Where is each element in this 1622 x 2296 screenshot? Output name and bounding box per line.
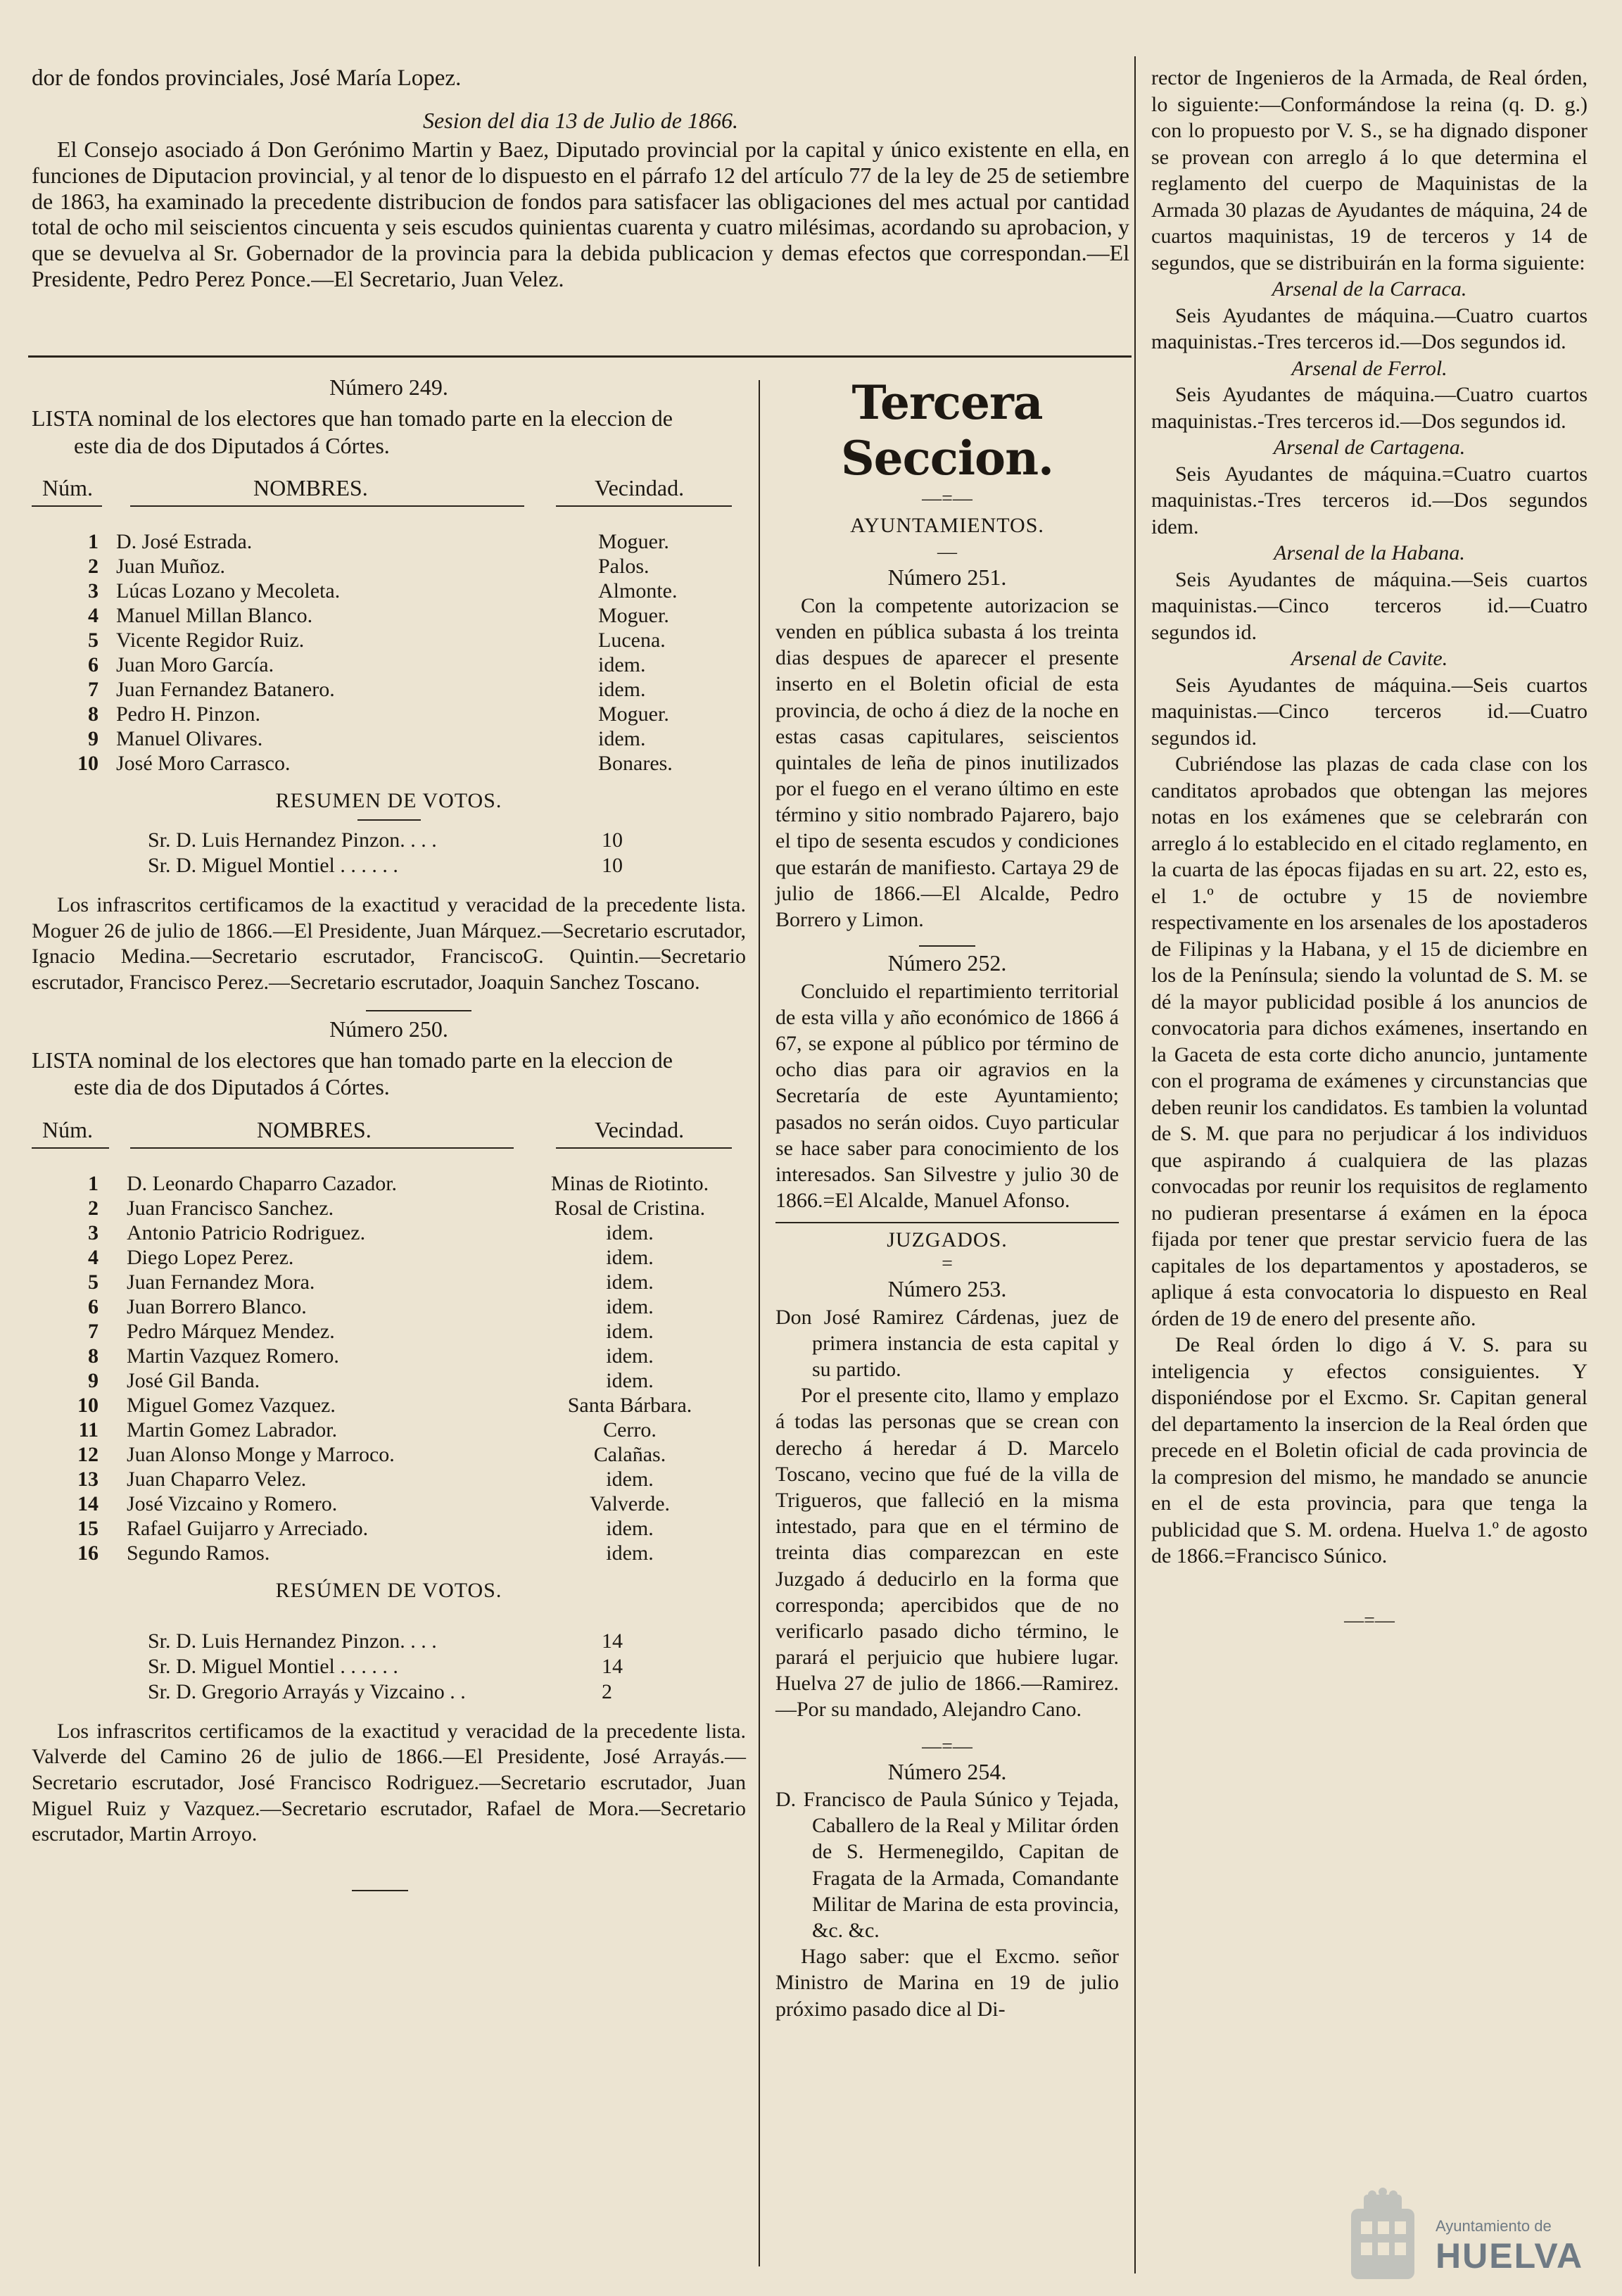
elector-row: [32, 1541, 746, 1565]
elector-vecindad: Almonte.: [598, 579, 678, 603]
elector-vecindad: idem.: [598, 653, 646, 677]
ornament-divider: —=—: [922, 1735, 972, 1758]
elector-vecindad: idem.: [598, 678, 646, 702]
elector-name: Rafael Guijarro y Arreciado.: [127, 1516, 369, 1540]
elector-row: [32, 1220, 746, 1245]
notice-254-heading: D. Francisco de Paula Súnico y Tejada, Caballero de la Real y Militar órden de S. Hermenegildo, Capitan de Fragata de la Armada, Comandante Militar de Marina de esta provincia, &c. &c.: [775, 1788, 1119, 1942]
vote-summary-249: [32, 828, 746, 878]
col-header-nombres: NOMBRES.: [253, 475, 368, 501]
elector-row: [32, 1442, 746, 1467]
elector-vecindad: Moguer.: [598, 604, 669, 628]
notice-number-250: Número 250.: [329, 1016, 448, 1042]
table-header-rules: [32, 1147, 746, 1152]
elector-number: 3: [88, 579, 99, 603]
notice-number-253: Número 253.: [887, 1276, 1007, 1302]
col-header-vecindad: Vecindad.: [595, 475, 685, 501]
elector-name: Antonio Patricio Rodriguez.: [127, 1220, 366, 1244]
short-rule: [366, 1010, 471, 1011]
column-divider-1: [759, 380, 760, 2266]
elector-name: Diego Lopez Perez.: [127, 1245, 294, 1269]
vote-row: [32, 853, 746, 878]
elector-name: Juan Alonso Monge y Marroco.: [127, 1442, 395, 1466]
elector-name: Juan Chaparro Velez.: [127, 1467, 307, 1491]
session-block: [32, 65, 1129, 292]
elector-number: 10: [77, 1393, 99, 1417]
elector-name: Pedro Márquez Mendez.: [127, 1319, 335, 1343]
elector-vecindad: Moguer.: [598, 530, 669, 554]
table-header-rules: [32, 505, 746, 510]
col-header-nombres: NOMBRES.: [257, 1116, 372, 1142]
third-section-column: [775, 370, 1119, 2022]
elector-name: Juan Fernandez Mora.: [127, 1270, 315, 1294]
vote-count: 10: [602, 854, 623, 878]
elector-vecindad: Rosal de Cristina.: [554, 1196, 706, 1220]
logo-label: Ayuntamiento de: [1436, 2217, 1552, 2235]
elector-row: [32, 726, 746, 751]
elector-vecindad: idem.: [606, 1294, 654, 1318]
certification-250: Los infrascritos certificamos de la exactitud y veracidad de la precedente lista. Valverde del Camino 26 de julio de 1866.—El Presidente, José Arrayás.—Secretario escrutador, José Francisco Rodriguez.—Secretario escrutador, Juan Miguel Ruiz y Vazquez.—Secretario escrutador, Rafael de Mora.—Secretario escrutador, Martin Arroyo.: [32, 1719, 746, 1846]
top-line: dor de fondos provinciales, José María Lopez.: [32, 65, 462, 91]
notice-253-text: Por el presente cito, llamo y emplazo á todas las personas que se crean con derecho á heredar á D. Marcelo Toscano, vecino que fué de la villa de Trigueros, que falleció en la misma intestado, para que en el término de treinta dias comparezcan en este Juzgado á deducirlo en la forma que corresponda; apercibidos que de no verificarlo pasado dicho término, le parará el perjuicio que hubiere lugar. Huelva 27 de julio de 1866.—Ramirez.—Por su mandado, Alejandro Cano.: [775, 1384, 1119, 1722]
subsection-juzgados: JUZGADOS.: [887, 1228, 1008, 1252]
elector-name: Lúcas Lozano y Mecoleta.: [116, 579, 341, 603]
elector-row: [32, 1393, 746, 1418]
ornament-divider: —=—: [922, 488, 972, 510]
elector-number: 1: [88, 1171, 99, 1195]
elector-name: Manuel Millan Blanco.: [116, 604, 313, 628]
elector-name: Juan Fernandez Batanero.: [116, 678, 335, 702]
elector-number: 5: [88, 1270, 99, 1294]
notice-253-heading: Don José Ramirez Cárdenas, juez de primera instancia de esta capital y su partido.: [775, 1305, 1119, 1382]
col-header-vecindad: Vecindad.: [595, 1116, 685, 1142]
notice-254-text: Hago saber: que el Excmo. señor Ministro de Marina en 19 de julio próximo pasado dice al Di-: [775, 1945, 1119, 2021]
vote-row: [32, 1654, 746, 1679]
subsection-ayuntamientos: AYUNTAMIENTOS.: [850, 514, 1044, 538]
elector-row: [32, 603, 746, 628]
notice-number-249: Número 249.: [329, 374, 448, 400]
section-rule: [775, 1222, 1119, 1223]
candidate-name: Sr. D. Gregorio Arrayás y Vizcaino . .: [148, 1679, 466, 1703]
elector-row: [32, 1171, 746, 1196]
vote-count: 10: [602, 828, 623, 852]
elector-vecindad: Palos.: [598, 555, 650, 579]
elector-vecindad: Valverde.: [589, 1491, 671, 1515]
arsenal-ferrol-title: Arsenal de Ferrol.: [1291, 356, 1447, 380]
col-header-num: Núm.: [42, 1116, 93, 1142]
notice-251-text: Con la competente autorizacion se venden en pública subasta á los treinta dias despues de aparecer el presente inserto en el Boletin oficial de esta provincia, de ocho á diez de la noche en estas casas capitulares, seiscientos quintales de leña de pinos inutilizados por el fuego en el verano último en este término y sitio nombrado Pajarero, bajo el tipo de sesenta escudos y condiciones que estarán de manifiesto. Cartaya 29 de julio de 1866.—El Alcalde, Pedro Borrero y Limon.: [775, 593, 1119, 932]
session-body: El Consejo asociado á Don Gerónimo Martin y Baez, Diputado provincial por la capital y único existente en ella, en funciones de Diputacion provincial, y al tenor de lo dispuesto en el párrafo 12 del artículo 77 de la ley de 25 de setiembre de 1863, ha examinado la precedente distribucion de fondos para satisfacer las obligaciones del mes actual por cantidad total de ocho mil seiscientos cincuenta y seis escudos quinientas cuarenta y cuatro milésimas, acordando su aprobacion, y que se devuelva al Sr. Gobernador de la provincia para la debida publicacion y demas efectos que correspondan.—El Presidente, Pedro Perez Ponce.—El Secretario, Juan Velez.: [32, 136, 1129, 291]
arsenal-carraca-text: Seis Ayudantes de máquina.—Cuatro cuartos maquinistas.-Tres terceros id.—Dos segundos id.: [1151, 303, 1588, 353]
elector-vecindad: idem.: [606, 1245, 654, 1269]
elector-name: Segundo Ramos.: [127, 1541, 270, 1565]
elector-vecindad: Minas de Riotinto.: [550, 1171, 709, 1195]
elector-list-249: [32, 529, 746, 776]
arsenal-habana-text: Seis Ayudantes de máquina.—Seis cuartos maquinistas.—Cinco terceros id.—Cuatro segundos id.: [1151, 567, 1588, 644]
short-rule: [919, 945, 975, 947]
elector-number: 8: [88, 702, 99, 726]
elector-name: Juan Moro García.: [116, 653, 274, 677]
vote-row: [32, 1679, 746, 1705]
elector-name: D. Leonardo Chaparro Cazador.: [127, 1171, 398, 1195]
candidate-name: Sr. D. Miguel Montiel . . . . . .: [148, 854, 398, 878]
notice-252-text: Concluido el repartimiento territorial de esta villa y año económico de 1866 á 67, se expone al público por término de ocho dias para oir agravios en la Secretaría de este Ayuntamiento; pasados no serán oidos. Cuyo particular se hace saber para conocimiento de los interesados. San Silvestre y julio 30 de 1866.=El Alcalde, Manuel Afonso.: [775, 979, 1119, 1213]
elector-number: 2: [88, 555, 99, 579]
vote-count: 14: [602, 1629, 623, 1653]
arsenal-cavite-title: Arsenal de Cavite.: [1291, 647, 1448, 670]
elector-row: [32, 1418, 746, 1442]
elector-row: [32, 1319, 746, 1344]
elector-row: [32, 1467, 746, 1491]
elector-vecindad: Moguer.: [598, 702, 669, 726]
elector-number: 14: [77, 1491, 99, 1515]
elector-name: José Moro Carrasco.: [116, 752, 291, 776]
elector-row: [32, 628, 746, 652]
elector-name: Juan Borrero Blanco.: [127, 1294, 307, 1318]
elector-name: Juan Muñoz.: [116, 555, 225, 579]
elector-number: 9: [88, 1368, 99, 1392]
ornament-divider: —: [937, 541, 957, 564]
royal-order-intro: rector de Ingenieros de la Armada, de Real órden, lo siguiente:—Conformándose la reina (q. D. g.) con lo propuesto por V. S., se ha dignado disponer se provean con arreglo á lo que determina el reglamento del cuerpo de Maquinistas de la Armada 30 plazas de Ayudantes de máquina, 24 de cuartos maquinistas, 19 de terceros y 14 de segundos, que se distribuirán en la forma siguiente:: [1151, 66, 1588, 275]
elector-row: [32, 554, 746, 579]
elector-vecindad: Lucena.: [598, 629, 666, 652]
resumen-title-249: RESUMEN DE VOTOS.: [275, 789, 502, 813]
elector-vecindad: idem.: [598, 727, 646, 751]
elector-row: [32, 702, 746, 726]
elector-name: Martin Gomez Labrador.: [127, 1418, 338, 1442]
elector-number: 10: [77, 752, 99, 776]
notice-number-251: Número 251.: [887, 564, 1007, 591]
arsenal-cartagena-text: Seis Ayudantes de máquina.=Cuatro cuartos maquinistas.-Tres terceros id.—Dos segundos idem.: [1151, 462, 1588, 538]
section-title: Tercera Seccion.: [840, 375, 1054, 486]
elector-vecindad: idem.: [606, 1220, 654, 1244]
elector-row: [32, 579, 746, 603]
elector-number: 12: [77, 1442, 99, 1466]
notice-number-252: Número 252.: [887, 950, 1007, 976]
arsenal-cartagena-title: Arsenal de Cartagena.: [1273, 436, 1466, 459]
elector-vecindad: idem.: [606, 1516, 654, 1540]
elector-list-250: [32, 1171, 746, 1565]
elector-name: Juan Francisco Sanchez.: [127, 1196, 334, 1220]
certification-249: Los infrascritos certificamos de la exactitud y veracidad de la precedente lista. Moguer 26 de julio de 1866.—El Presidente, Juan Márquez.—Secretario escrutador, Ignacio Medina.—Secretario escrutador, FranciscoG. Quintin.—Secretario escrutador, Francisco Perez.—Secretario escrutador, Joaquin Sanchez Toscano.: [32, 893, 746, 994]
vote-count: 2: [602, 1679, 612, 1703]
electoral-lists-column: [32, 370, 746, 1891]
lista-heading-250-cont: este dia de dos Diputados á Córtes.: [74, 1074, 390, 1100]
candidate-name: Sr. D. Luis Hernandez Pinzon. . . .: [148, 1629, 437, 1653]
elector-number: 7: [88, 1319, 99, 1343]
elector-number: 8: [88, 1344, 99, 1368]
elector-vecindad: idem.: [606, 1368, 654, 1392]
elector-vecindad: idem.: [606, 1541, 654, 1565]
elector-number: 9: [88, 727, 99, 751]
elector-vecindad: Bonares.: [598, 752, 673, 776]
elector-row: [32, 1294, 746, 1319]
elector-name: Pedro H. Pinzon.: [116, 702, 260, 726]
logo-wordmark: HUELVA: [1436, 2236, 1584, 2276]
notice-number-254: Número 254.: [887, 1758, 1007, 1784]
elector-row: [32, 751, 746, 776]
elector-vecindad: Calañas.: [593, 1442, 666, 1466]
elector-vecindad: idem.: [606, 1344, 654, 1368]
elector-name: D. José Estrada.: [116, 530, 253, 554]
elector-vecindad: idem.: [606, 1270, 654, 1294]
table-header-250: [32, 1116, 746, 1147]
elector-number: 2: [88, 1196, 99, 1220]
elector-number: 11: [78, 1418, 99, 1442]
arsenal-habana-title: Arsenal de la Habana.: [1274, 541, 1465, 564]
col-header-num: Núm.: [42, 475, 93, 501]
short-rule: [352, 1890, 408, 1891]
elector-number: 1: [88, 530, 99, 554]
elector-row: [32, 1196, 746, 1220]
elector-number: 3: [88, 1220, 99, 1244]
royal-order-closing: De Real órden lo digo á V. S. para su inteligencia y efectos consiguientes. Y disponiéndose por el Excmo. Sr. Capitan general del departamento la insercion de la Real órden que precede en el Boletin oficial de cada provincia de la compresion del mismo, he mandado se anuncie en el de esta provincia, para que tenga la publicidad que S. M. ordena. Huelva 1.º de agosto de 1866.=Francisco Súnico.: [1151, 1333, 1588, 1568]
ornament-divider: —=—: [1344, 1609, 1395, 1632]
elector-name: Manuel Olivares.: [116, 727, 263, 751]
elector-row: [32, 529, 746, 554]
arsenal-ferrol-text: Seis Ayudantes de máquina.—Cuatro cuartos maquinistas.-Tres terceros id.—Dos segundos id.: [1151, 383, 1588, 433]
elector-row: [32, 1344, 746, 1368]
candidate-name: Sr. D. Miguel Montiel . . . . . .: [148, 1654, 398, 1678]
vote-count: 14: [602, 1654, 623, 1678]
elector-vecindad: idem.: [606, 1467, 654, 1491]
elector-vecindad: Santa Bárbara.: [567, 1393, 692, 1417]
elector-name: Vicente Regidor Ruiz.: [116, 629, 305, 652]
elector-row: [32, 1245, 746, 1270]
table-header-249: [32, 474, 746, 505]
elector-number: 7: [88, 678, 99, 702]
elector-row: [32, 677, 746, 702]
elector-number: 4: [88, 604, 99, 628]
elector-vecindad: idem.: [606, 1319, 654, 1343]
vote-row: [32, 1629, 746, 1654]
elector-row: [32, 1368, 746, 1393]
elector-name: Martin Vazquez Romero.: [127, 1344, 339, 1368]
elector-row: [32, 1491, 746, 1516]
vote-row: [32, 828, 746, 853]
elector-row: [32, 1516, 746, 1541]
elector-vecindad: Cerro.: [603, 1418, 657, 1442]
candidate-name: Sr. D. Luis Hernandez Pinzon. . . .: [148, 828, 437, 852]
elector-name: Miguel Gomez Vazquez.: [127, 1393, 336, 1417]
elector-row: [32, 1270, 746, 1294]
resumen-title-250: RESÚMEN DE VOTOS.: [275, 1578, 502, 1602]
elector-number: 6: [88, 1294, 99, 1318]
elector-name: José Vizcaino y Romero.: [127, 1491, 338, 1515]
lista-heading-249-cont: este dia de dos Diputados á Córtes.: [74, 432, 390, 458]
elector-name: José Gil Banda.: [127, 1368, 260, 1392]
elector-number: 16: [77, 1541, 99, 1565]
lista-heading-249: LISTA nominal de los electores que han tomado parte en la eleccion de: [32, 405, 673, 431]
short-rule: [357, 819, 421, 821]
royal-order-body: Cubriéndose las plazas de cada clase con los canditatos aprobados que obtengan las mejores notas en los exámenes que se celebrarán con arreglo á lo establecido en el citado reglamento, en la cuarta de las épocas fijadas en su art. 22, esto es, el 1.º de octubre y 15 de noviembre respectivamente en los arsenales de los apostaderos de Filipinas y la Habana, y el 15 de diciembre en los de la Península; siendo la voluntad de S. M. se dé la mayor publicidad posible á los anuncios de convocatoria para dichos exámenes, insertando en la Gaceta de esta corte dicho anuncio, juntamente con el programa de exámenes y circunstancias que deben reunir los candidatos. Es tambien la voluntad de S. M. que para no perjudicar á los individuos que aspirando á cualquiera de las plazas convocadas por reunir los requisitos de reglamento no pudieran presentarse á exámen en la época fijada por tener que prestar servicio fuera de las capitales de los departamentos y apostaderos, se aplique á esta convocatoria lo dispuesto en Real órden de 19 de enero del presente año.: [1151, 752, 1588, 1330]
arsenal-carraca-title: Arsenal de la Carraca.: [1272, 277, 1467, 301]
elector-number: 5: [88, 629, 99, 652]
lista-heading-250: LISTA nominal de los electores que han tomado parte en la eleccion de: [32, 1047, 673, 1073]
elector-number: 13: [77, 1467, 99, 1491]
elector-number: 15: [77, 1516, 99, 1540]
horizontal-divider: [28, 355, 1132, 358]
session-title: Sesion del dia 13 de Julio de 1866.: [423, 107, 738, 133]
column-divider-2: [1134, 56, 1136, 2273]
elector-number: 4: [88, 1245, 99, 1269]
arsenal-cavite-text: Seis Ayudantes de máquina.—Seis cuartos maquinistas.—Cinco terceros id.—Cuatro segundos id.: [1151, 673, 1588, 750]
royal-order-column: [1151, 65, 1588, 1632]
ornament-divider: =: [942, 1253, 953, 1275]
elector-number: 6: [88, 653, 99, 677]
elector-row: [32, 652, 746, 677]
vote-summary-250: [32, 1629, 746, 1705]
